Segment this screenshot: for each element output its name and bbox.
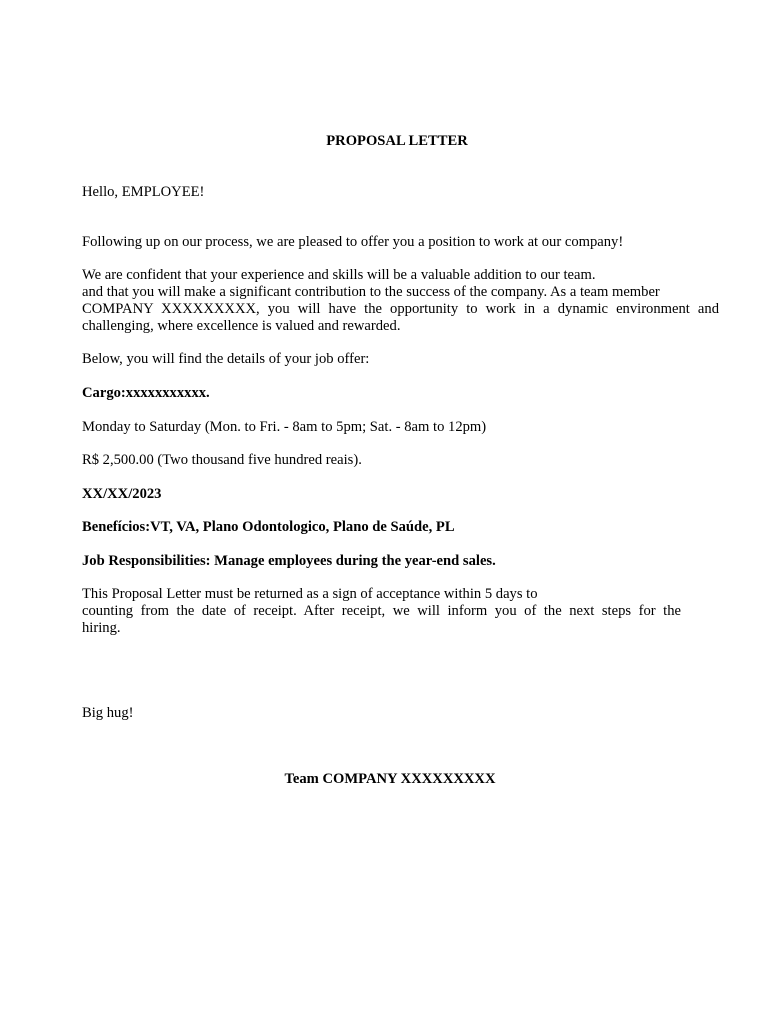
return-notice-line-1: This Proposal Letter must be returned as a sign of acceptance within 5 days to — [82, 586, 538, 602]
return-notice-line-3: hiring. — [82, 620, 121, 636]
benefits-field: Benefícios:VT, VA, Plano Odontologico, Plano de Saúde, PL — [82, 519, 455, 535]
letter-title: PROPOSAL LETTER — [326, 133, 468, 149]
details-intro: Below, you will find the details of your job offer: — [82, 351, 370, 367]
closing: Big hug! — [82, 705, 134, 721]
greeting: Hello, EMPLOYEE! — [82, 184, 205, 200]
schedule-field: Monday to Saturday (Mon. to Fri. - 8am to 5pm; Sat. - 8am to 12pm) — [82, 419, 487, 435]
date-field: XX/XX/2023 — [82, 486, 162, 502]
confidence-line-3: COMPANY XXXXXXXXX, you will have the opportunity to work in a dynamic environment and — [82, 301, 719, 317]
confidence-line-4: challenging, where excellence is valued and rewarded. — [82, 318, 401, 334]
confidence-line-2: and that you will make a significant contribution to the success of the company. As a team member — [82, 284, 660, 300]
confidence-line-1: We are confident that your experience and skills will be a valuable addition to our team. — [82, 267, 596, 283]
signature: Team COMPANY XXXXXXXXX — [284, 771, 496, 787]
salary-field: R$ 2,500.00 (Two thousand five hundred reais). — [82, 452, 362, 468]
responsibilities-field: Job Responsibilities: Manage employees during the year-end sales. — [82, 553, 496, 569]
position-field: Cargo:xxxxxxxxxxx. — [82, 385, 210, 401]
return-notice-line-2: counting from the date of receipt. After receipt, we will inform you of the next steps for the — [82, 603, 681, 619]
intro-paragraph: Following up on our process, we are pleased to offer you a position to work at our company! — [82, 234, 624, 250]
